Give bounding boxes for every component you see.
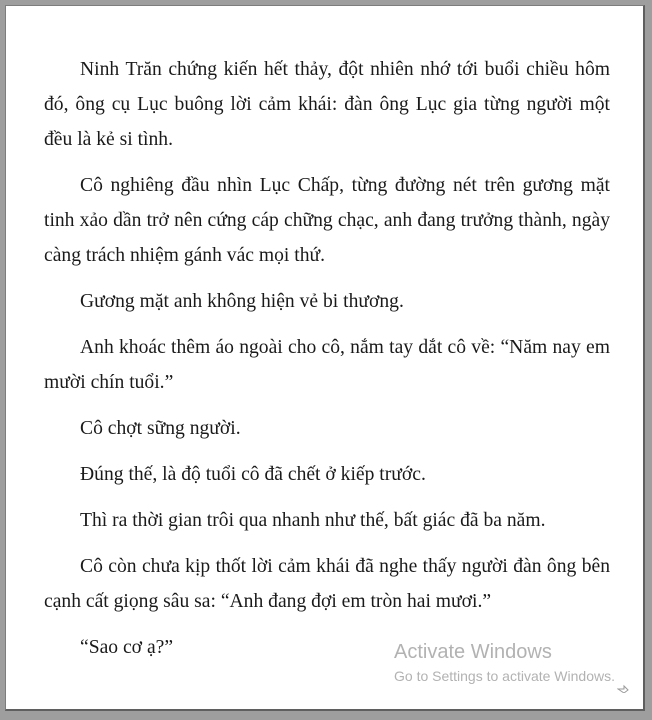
document-page	[5, 5, 645, 711]
paragraph-9: “Sao cơ ạ?”	[80, 637, 174, 658]
watermark-title: Activate Windows	[394, 641, 552, 663]
paragraph-3: Gương mặt anh không hiện vẻ bi thương.	[80, 291, 404, 312]
paragraph-7: Thì ra thời gian trôi qua nhanh như thế, bất giác đã ba năm.	[80, 510, 546, 531]
document-body	[44, 52, 610, 676]
activate-windows-watermark	[394, 640, 615, 686]
watermark-subtitle: Go to Settings to activate Windows.	[394, 668, 615, 684]
paragraph-2: Cô nghiêng đầu nhìn Lục Chấp, từng đường nét trên gương mặt tinh xảo dần trở nên cứng cáp chững chạc, anh đang trưởng thành, ngày càng trách nhiệm gánh vác mọi thứ.	[44, 175, 610, 266]
paragraph-8: Cô còn chưa kịp thốt lời cảm khái đã nghe thấy người đàn ông bên cạnh cất giọng sâu sa: “Anh đang đợi em tròn hai mươi.”	[44, 556, 610, 612]
paragraph-6: Đúng thế, là độ tuổi cô đã chết ở kiếp trước.	[80, 464, 426, 485]
paragraph-4: Anh khoác thêm áo ngoài cho cô, nắm tay dắt cô về: “Năm nay em mười chín tuổi.”	[44, 337, 610, 393]
paragraph-5: Cô chợt sững người.	[80, 418, 241, 439]
resize-grip-icon[interactable]	[617, 683, 629, 693]
paragraph-1: Ninh Trăn chứng kiến hết thảy, đột nhiên nhớ tới buổi chiều hôm đó, ông cụ Lục buông lời cảm khái: đàn ông Lục gia từng người một đều là kẻ si tình.	[44, 59, 610, 150]
